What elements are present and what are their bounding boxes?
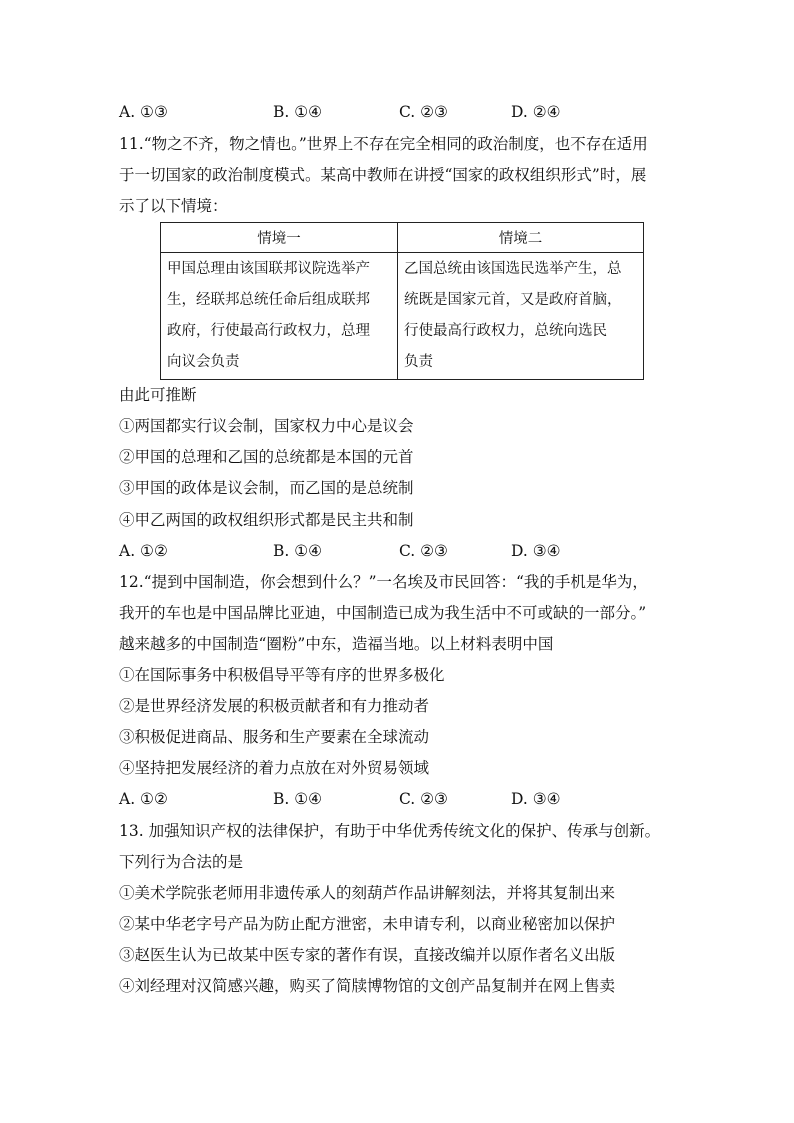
q12-option-d: D. ③④ (511, 790, 561, 808)
q11-statement-2: ②甲国的总理和乙国的总统都是本国的元首 (119, 448, 414, 466)
scenario-header-1: 情境一 (161, 223, 398, 253)
q11-option-d: D. ③④ (511, 542, 561, 560)
q11-line-1: 11.“物之不齐，物之情也。”世界上不存在完全相同的政治制度，也不存在适用 (119, 135, 648, 153)
q11-statement-1: ①两国都实行议会制，国家权力中心是议会 (119, 417, 414, 435)
q12-line-1: 12.“提到中国制造，你会想到什么？”一名埃及市民回答：“我的手机是华为， (119, 573, 648, 591)
q12-statement-1: ①在国际事务中积极倡导平等有序的世界多极化 (119, 666, 445, 684)
q10-option-c: C. ②③ (399, 103, 448, 121)
scenario-2-line: 乙国总统由该国选民选举产生，总 (404, 261, 622, 277)
q11-option-c: C. ②③ (399, 542, 448, 560)
q11-line-3: 示了以下情境： (119, 197, 228, 215)
scenario-2-line: 统既是国家元首，又是政府首脑， (404, 292, 622, 308)
q13-statement-1: ①美术学院张老师用非遗传承人的刻葫芦作品讲解刻法，并将其复制出来 (119, 884, 616, 902)
q11-statement-3: ③甲国的政体是议会制，而乙国的是总统制 (119, 479, 414, 497)
q12-line-2: 我开的车也是中国品牌比亚迪，中国制造已成为我生活中不可或缺的一部分。” (119, 604, 647, 622)
q13-statement-3: ③赵医生认为已故某中医专家的著作有误，直接改编并以原作者名义出版 (119, 946, 616, 964)
scenario-1-line: 向议会负责 (167, 354, 240, 370)
q12-statement-3: ③积极促进商品、服务和生产要素在全球流动 (119, 728, 430, 746)
q13-statement-4: ④刘经理对汉简感兴趣，购买了简牍博物馆的文创产品复制并在网上售卖 (119, 977, 616, 995)
q12-statement-2: ②是世界经济发展的积极贡献者和有力推动者 (119, 697, 430, 715)
q13-statement-2: ②某中华老字号产品为防止配方泄密，未申请专利，以商业秘密加以保护 (119, 915, 616, 933)
scenario-1-line: 甲国总理由该国联邦议院选举产 (167, 261, 370, 277)
q12-statement-4: ④坚持把发展经济的着力点放在对外贸易领域 (119, 759, 430, 777)
q11-statement-4: ④甲乙两国的政权组织形式都是民主共和制 (119, 511, 414, 529)
q12-option-b: B. ①④ (273, 790, 323, 808)
q12-line-3: 越来越多的中国制造“圈粉”中东，造福当地。以上材料表明中国 (119, 635, 554, 653)
q11-option-a: A. ①② (119, 542, 168, 560)
q11-lead: 由此可推断 (119, 386, 197, 404)
scenario-2-line: 负责 (404, 354, 433, 370)
scenario-2-line: 行使最高行政权力，总统向选民 (404, 323, 607, 339)
q11-line-2: 于一切国家的政治制度模式。某高中教师在讲授“国家的政权组织形式”时，展 (119, 166, 647, 184)
scenario-1-line: 政府，行使最高行政权力，总理 (167, 323, 370, 339)
scenario-header-2: 情境二 (398, 223, 644, 253)
q12-option-c: C. ②③ (399, 790, 448, 808)
scenario-cell-1 (161, 253, 398, 380)
q11-option-b: B. ①④ (273, 542, 323, 560)
q13-line-1: 13. 加强知识产权的法律保护，有助于中华优秀传统文化的保护、传承与创新。 (119, 822, 661, 840)
scenario-cell-2 (398, 253, 644, 380)
q10-option-b: B. ①④ (273, 103, 323, 121)
q13-line-2: 下列行为合法的是 (119, 853, 244, 871)
q10-option-a: A. ①③ (119, 103, 168, 121)
scenario-table (160, 222, 644, 380)
q10-option-d: D. ②④ (511, 103, 561, 121)
q12-option-a: A. ①② (119, 790, 168, 808)
scenario-1-line: 生，经联邦总统任命后组成联邦 (167, 292, 370, 308)
